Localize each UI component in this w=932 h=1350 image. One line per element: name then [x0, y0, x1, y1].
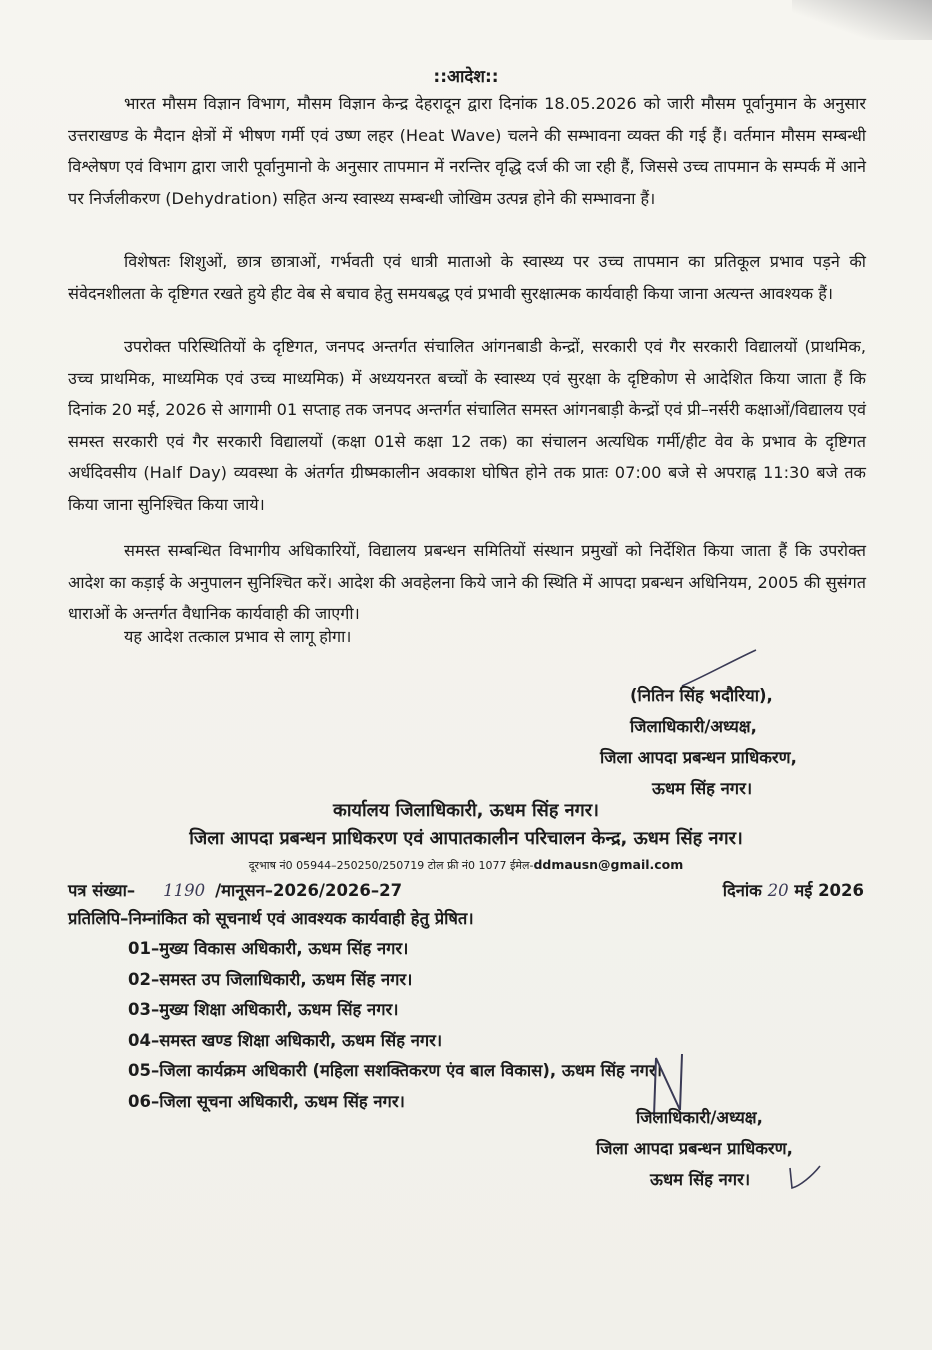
- letter-number-suffix: /मानूसन–2026/2026–27: [215, 881, 403, 900]
- copy-intro: प्रतिलिपि–निम्नांकित को सूचनार्थ एवं आवश्यक कार्यवाही हेतु प्रेषित।: [68, 909, 474, 928]
- scan-shadow: [792, 0, 932, 40]
- paragraph-4: समस्त सम्बन्धित विभागीय अधिकारियों, विद्यालय प्रबन्धन समितियों संस्थान प्रमुखों को निर्देशित किया जाता हैं कि उपरोक्त आदेश का कड़ाई के अनुपालन सुनिश्चित करें। आदेश की अवहेलना किये जाने की स्थिति में आपदा प्रबन्धन अधिनियम, 2005 की सुसंगत धाराओं के अन्तर्गत वैधानिक कार्यवाही की जाएगी।: [68, 541, 866, 624]
- contact-email: ddmausn@gmail.com: [533, 857, 684, 872]
- office-subtitle: जिला आपदा प्रबन्धन प्राधिकरण एवं आपातकालीन परिचालन केन्द्र, ऊधम सिंह नगर।: [189, 828, 743, 849]
- date-label: दिनांक: [722, 881, 762, 900]
- initial-mark: [786, 1162, 826, 1192]
- recipient-list: [128, 934, 662, 1117]
- letter-number-label: पत्र संख्या–: [68, 881, 136, 900]
- paragraph-2: विशेषतः शिशुओं, छात्र छात्राओं, गर्भवती एवं धात्री माताओ के स्वास्थ्य पर उच्च तापमान का प्रतिकूल प्रभाव पड़ने की संवेदनशीलता के दृष्टिगत रखते हुये हीट वेब से बचाव हेतु समयबद्ध एवं प्रभावी सुरक्षात्मक कार्यवाही किया जाना अत्यन्त आवश्यक हैं।: [68, 252, 866, 303]
- signatory-designation: जिलाधिकारी/अध्यक्ष,: [630, 717, 757, 736]
- copy-signatory-authority: जिला आपदा प्रबन्धन प्राधिकरण,: [596, 1139, 793, 1158]
- list-item: 02–समस्त उप जिलाधिकारी, ऊधम सिंह नगर।: [128, 969, 413, 989]
- paragraph-1: भारत मौसम विज्ञान विभाग, मौसम विज्ञान केन्द्र देहरादून द्वारा दिनांक 18.05.2026 को जारी मौसम पूर्वानुमान के अनुसार उत्तराखण्ड के मैदान क्षेत्रों में भीषण गर्मी एवं उष्ण लहर (Heat Wave) चलने की सम्भावना व्यक्त की गई हैं। वर्तमान मौसम सम्बन्धी विश्लेषण एवं विभाग द्वारा जारी पूर्वानुमानो के अनुसार तापमान में नरन्तिर वृद्धि दर्ज की जा रही हैं, जिससे उच्च तापमान के सम्पर्क में आने पर निर्जलीकरण (Dehydration) सहित अन्य स्वास्थ्य सम्बन्धी जोखिम उत्पन्न होने की सम्भावना हैं।: [68, 94, 866, 208]
- office-title: कार्यालय जिलाधिकारी, ऊधम सिंह नगर।: [333, 800, 599, 821]
- letter-number: [68, 878, 402, 901]
- list-item: 05–जिला कार्यक्रम अधिकारी (महिला सशक्तिकरण एंव बाल विकास), ऊधम सिंह नगर।: [128, 1061, 662, 1080]
- paragraph-5: यह आदेश तत्काल प्रभाव से लागू होगा।: [124, 627, 352, 646]
- letter-date: [723, 878, 864, 901]
- office-contact: [0, 857, 932, 873]
- signatory-name: (नितिन सिंह भदौरिया),: [630, 686, 773, 705]
- list-item: 03–मुख्य शिक्षा अधिकारी, ऊधम सिंह नगर।: [128, 1000, 399, 1019]
- signatory-place: ऊधम सिंह नगर।: [652, 779, 753, 798]
- list-item: 06–जिला सूचना अधिकारी, ऊधम सिंह नगर।: [128, 1091, 405, 1111]
- letter-number-handwritten: 1190: [163, 881, 206, 900]
- list-item: 01–मुख्य विकास अधिकारी, ऊधम सिंह नगर।: [128, 939, 409, 958]
- date-handwritten: 20: [767, 881, 789, 900]
- copy-signatory-block: [596, 1102, 793, 1195]
- copy-signatory-place: ऊधम सिंह नगर।: [650, 1170, 751, 1189]
- paragraph-3: उपरोक्त परिस्थितियों के दृष्टिगत, जनपद अन्तर्गत संचालित आंगनबाडी केन्द्रों, सरकारी एवं गैर सरकारी विद्यालयों (प्राथमिक, उच्च प्राथमिक, माध्यमिक एवं उच्च माध्यमिक) में अध्ययनरत बच्चों के स्वास्थ्य एवं सुरक्षा के दृष्टिकोण से आदेशित किया जाता हैं कि दिनांक 20 मई, 2026 से आगामी 01 सप्ताह तक जनपद अन्तर्गत संचालित समस्त आंगनबाड़ी केन्द्रों एवं प्री–नर्सरी कक्षाओं/विद्यालय एवं समस्त सरकारी एवं गैर सरकारी विद्यालयों (कक्षा 01से कक्षा 12 तक) का संचालन अत्यधिक गर्मी/हीट वेव के प्रभाव के दृष्टिगत अर्धदिवसीय (Half Day) व्यवस्था के अंतर्गत ग्रीष्मकालीन अवकाश घोषित होने तक प्रातः 07:00 बजे से अपराह्न 11:30 बजे तक किया जाना सुनिश्चित किया जाये।: [68, 337, 866, 514]
- date-suffix: मई 2026: [794, 881, 864, 900]
- copy-signatory-designation: जिलाधिकारी/अध्यक्ष,: [636, 1108, 763, 1127]
- order-heading: ::आदेश::: [433, 67, 499, 87]
- signatory-block: [600, 680, 797, 804]
- signatory-authority: जिला आपदा प्रबन्धन प्राधिकरण,: [600, 748, 797, 767]
- contact-text: दूरभाष नं0 05944–250250/250719 टोल फ्री नं0 1077 ईमेल-: [248, 859, 534, 872]
- list-item: 04–समस्त खण्ड शिक्षा अधिकारी, ऊधम सिंह नगर।: [128, 1030, 443, 1050]
